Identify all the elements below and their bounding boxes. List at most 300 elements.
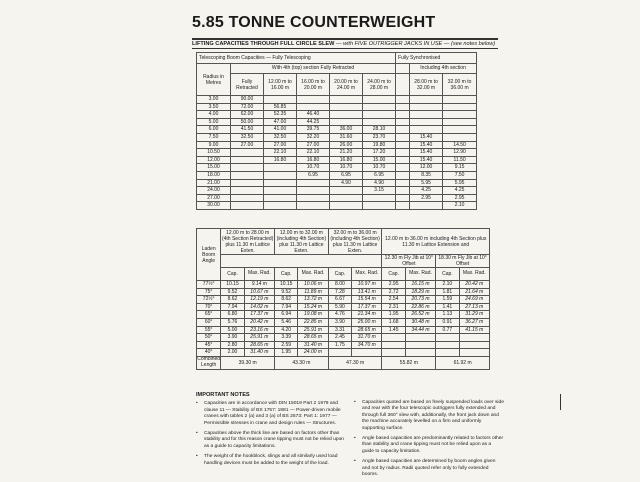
column-header [396, 74, 410, 96]
table-row [197, 126, 477, 134]
capacity-cell: 16.80 [264, 156, 297, 164]
capacity-cell: 39.75 [297, 126, 330, 134]
column-header: 24.00 m to 28.00 m [363, 74, 396, 96]
radius-cell: 12.19 m [244, 296, 274, 304]
radius-cell: 22.86 m [405, 303, 435, 311]
capacity-cell: 9.15 [443, 164, 477, 172]
max-rad-header: Max. Rad. [352, 268, 382, 281]
cap-header: Cap. [328, 268, 351, 281]
capacity-cell [264, 187, 297, 195]
radius-cell: 26.52 m [405, 311, 435, 319]
bullet-icon: • [196, 454, 198, 460]
lifting-section-rule [192, 48, 498, 49]
capacity-cell [264, 164, 297, 172]
table-row [197, 296, 490, 304]
boom-angle-cell: 40° [197, 349, 221, 357]
capacity-cell: 1.95 [382, 311, 405, 319]
capacity-cell: 72.00 [231, 103, 264, 111]
capacity-cell [410, 202, 443, 210]
capacity-cell: 10.15 [221, 281, 244, 289]
synchronised-header: Fully Synchronised [396, 53, 477, 64]
capacity-cell: 2.00 [221, 349, 244, 357]
title-rule [192, 38, 498, 40]
radius-cell: 17.37 m [244, 311, 274, 319]
capacity-cell: 3.90 [221, 334, 244, 342]
capacity-cell: 2.80 [221, 341, 244, 349]
capacity-cell: 6.80 [221, 311, 244, 319]
capacity-cell: 7.50 [443, 171, 477, 179]
bullet-icon: • [196, 401, 198, 407]
capacity-cell: 15.40 [410, 133, 443, 141]
capacity-cell [410, 118, 443, 126]
capacity-cell [396, 111, 410, 119]
table-row [197, 118, 477, 126]
capacity-cell: 12.00 [410, 164, 443, 172]
capacity-cell: 3.39 [275, 334, 298, 342]
max-rad-header: Max. Rad. [244, 268, 274, 281]
capacity-cell: 62.00 [231, 111, 264, 119]
capacity-cell [410, 126, 443, 134]
capacity-cell: 4.90 [330, 179, 363, 187]
column-header: 28.00 m to 32.00 m [410, 74, 443, 96]
capacity-cell: 31.60 [330, 133, 363, 141]
capacity-cell: 36.00 [330, 126, 363, 134]
capacity-cell: 50.00 [231, 118, 264, 126]
capacity-cell [436, 334, 459, 342]
radius-cell [352, 349, 382, 357]
capacity-cell: 1.41 [436, 303, 459, 311]
capacity-cell [396, 194, 410, 202]
table-row [197, 156, 477, 164]
capacity-cell [264, 202, 297, 210]
combined-length-cell: 55.82 m [382, 356, 436, 369]
notes-right [354, 400, 504, 482]
capacity-cell [396, 179, 410, 187]
radius-cell: 11.89 m [298, 288, 328, 296]
capacity-cell [436, 341, 459, 349]
capacity-cell [396, 133, 410, 141]
boom-angle-cell: 75° [197, 288, 221, 296]
capacity-cell [396, 118, 410, 126]
capacity-cell: 15.40 [410, 149, 443, 157]
radius-cell: 25.00 m [352, 318, 382, 326]
radius-cell: 28.65 m [298, 334, 328, 342]
capacity-cell [382, 334, 405, 342]
combined-length-row [197, 356, 490, 369]
combined-length-cell: 43.30 m [275, 356, 329, 369]
capacity-cell: 1.45 [382, 326, 405, 334]
radius-cell: 20.42 m [459, 281, 489, 289]
bullet-icon: • [354, 436, 356, 442]
capacity-cell: 2.95 [382, 281, 405, 289]
capacity-cell [264, 96, 297, 104]
capacity-cell [297, 179, 330, 187]
radius-cell: 16.15 m [405, 281, 435, 289]
radius-cell: 9.14 m [244, 281, 274, 289]
capacity-cell: 3.15 [363, 187, 396, 195]
capacity-cell: 52.35 [264, 111, 297, 119]
capacity-cell: 5.95 [410, 179, 443, 187]
table-row [197, 149, 477, 157]
capacity-cell: 19.80 [363, 141, 396, 149]
capacity-cell: 3.31 [328, 326, 351, 334]
note-item: • The weight of the hookblock, slings and all similarly used load handling devices must be added to the weight of the load. [196, 454, 338, 466]
capacity-cell [330, 96, 363, 104]
capacity-cell [443, 133, 477, 141]
table-row [197, 202, 477, 210]
capacity-cell: 23.70 [363, 133, 396, 141]
capacity-cell [396, 126, 410, 134]
lifting-capacity-table [196, 52, 477, 210]
capacity-cell [328, 349, 351, 357]
capacity-cell [396, 187, 410, 195]
radius-cell: 30.00 [197, 202, 231, 210]
capacity-cell: 4.90 [363, 179, 396, 187]
capacity-cell [297, 194, 330, 202]
table-row [197, 334, 490, 342]
notes-left [196, 392, 348, 471]
capacity-cell: 10.70 [297, 164, 330, 172]
capacity-cell [297, 187, 330, 195]
radius-cell: 28.65 m [244, 341, 274, 349]
capacity-cell [363, 194, 396, 202]
capacity-cell: 22.10 [264, 149, 297, 157]
capacity-cell: 6.95 [330, 171, 363, 179]
table-row [197, 187, 477, 195]
radius-cell [459, 349, 489, 357]
radius-cell: 13.72 m [298, 296, 328, 304]
capacity-cell [443, 111, 477, 119]
column-header: 32.00 m to 36.00 m [443, 74, 477, 96]
capacity-cell: 1.59 [436, 296, 459, 304]
capacity-cell: 7.28 [328, 288, 351, 296]
capacity-cell: 0.91 [436, 318, 459, 326]
table-row [197, 179, 477, 187]
capacity-cell: 1.75 [328, 341, 351, 349]
combined-length-label: Combined Length [197, 356, 221, 368]
bullet-icon: • [196, 431, 198, 437]
capacity-cell: 8.00 [328, 281, 351, 289]
capacity-cell [231, 187, 264, 195]
capacity-cell: 6.95 [297, 171, 330, 179]
capacity-cell [443, 118, 477, 126]
capacity-cell: 41.00 [264, 126, 297, 134]
table-row [197, 349, 490, 357]
capacity-cell [264, 179, 297, 187]
capacity-cell: 7.94 [275, 303, 298, 311]
radius-cell: 15.00 [197, 164, 231, 172]
capacity-cell [264, 194, 297, 202]
radius-cell: 24.69 m [459, 296, 489, 304]
radius-cell: 30.48 m [405, 318, 435, 326]
table-row [197, 133, 477, 141]
radius-cell: 17.37 m [352, 303, 382, 311]
radius-cell: 31.70 m [352, 334, 382, 342]
capacity-cell [231, 156, 264, 164]
capacity-cell [396, 202, 410, 210]
radius-cell: 36.27 m [459, 318, 489, 326]
cap-header: Cap. [436, 268, 459, 281]
capacity-cell [396, 96, 410, 104]
note-item: • Capacities are in accordance with DIN 15019 Part 2 1979 and clause 11 — Stability of BS 1757: 1981 — Power-driven mobile cranes with tables 2 (a) and 3 (a) of BS 2573: Part 1: 1977 — Permissible stresses in crane and design rules — Structures. [196, 401, 341, 426]
capacity-cell: 8.35 [410, 171, 443, 179]
radius-cell: 12.00 [197, 156, 231, 164]
capacity-cell: 1.81 [436, 288, 459, 296]
radius-cell: 10.67 m [244, 288, 274, 296]
radius-cell: 19.08 m [298, 311, 328, 319]
capacity-cell: 6.95 [363, 171, 396, 179]
radius-cell: 21.34 m [352, 311, 382, 319]
radius-cell: 10.97 m [352, 281, 382, 289]
capacity-cell: 2.10 [436, 281, 459, 289]
table-row [197, 281, 490, 289]
radius-cell: 13.41 m [352, 288, 382, 296]
capacity-cell [410, 103, 443, 111]
column-header: 16.00 m to 20.00 m [297, 74, 330, 96]
radius-cell: 25.91 m [244, 334, 274, 342]
column-header: 20.00 m to 24.00 m [330, 74, 363, 96]
capacity-cell [382, 341, 405, 349]
radius-cell [405, 349, 435, 357]
table-row [197, 164, 477, 172]
radius-cell [459, 341, 489, 349]
capacity-cell: 7.94 [221, 303, 244, 311]
radius-cell: 6.00 [197, 126, 231, 134]
radius-cell: 4.00 [197, 111, 231, 119]
lifting-section-title: LIFTING CAPACITIES THROUGH FULL CIRCLE SLEW — with FIVE OUTRIGGER JACKS IN USE — (see notes below) [192, 41, 496, 47]
capacity-cell: 1.95 [275, 349, 298, 357]
radius-cell: 27.13 m [459, 303, 489, 311]
capacity-cell [396, 164, 410, 172]
bullet-icon: • [354, 400, 356, 405]
capacity-cell: 16.80 [297, 156, 330, 164]
fly-jib-18-header: 18.30 m Fly Jib at 10° Offset [436, 255, 490, 268]
capacity-cell [443, 126, 477, 134]
radius-cell: 15.54 m [352, 296, 382, 304]
capacity-cell [410, 111, 443, 119]
capacity-cell: 14.50 [443, 141, 477, 149]
capacity-cell: 11.50 [443, 156, 477, 164]
group-header-3: 32.00 m to 36.00 m (including 4th Section) plus 11.30 m Lattice Exten. [328, 229, 382, 255]
capacity-cell: 47.00 [264, 118, 297, 126]
radius-cell: 5.00 [197, 118, 231, 126]
radius-cell: 18.29 m [405, 288, 435, 296]
capacity-cell: 26.00 [330, 141, 363, 149]
capacity-cell [297, 103, 330, 111]
capacity-cell: 10.70 [330, 164, 363, 172]
boom-angle-cell: 65° [197, 311, 221, 319]
table-row [197, 103, 477, 111]
capacity-cell [382, 349, 405, 357]
table-row [197, 194, 477, 202]
laden-boom-angle-header: Laden Boom Angle [197, 229, 221, 281]
boom-angle-cell: 72½° [197, 296, 221, 304]
capacity-cell: 4.25 [410, 187, 443, 195]
page-edge-mark [560, 394, 561, 410]
table-row [197, 141, 477, 149]
table-row [197, 288, 490, 296]
capacity-cell [231, 194, 264, 202]
group-header-2: 12.00 m to 32.00 m (including 4th Section) plus 11.30 m Lattice Exten. [275, 229, 329, 255]
capacity-cell [231, 171, 264, 179]
capacity-cell [264, 171, 297, 179]
radius-cell [405, 341, 435, 349]
radius-cell: 31.40 m [298, 341, 328, 349]
radius-cell: 14.02 m [244, 303, 274, 311]
capacity-cell [396, 141, 410, 149]
capacity-cell: 12.90 [443, 149, 477, 157]
group-header-1: 12.00 m to 28.00 m (4th Section Retracted) plus 11.30 m Lattice Exten. [221, 229, 274, 254]
cap-header: Cap. [275, 268, 298, 281]
capacity-cell [363, 202, 396, 210]
capacity-cell: 2.72 [382, 288, 405, 296]
capacity-cell [330, 202, 363, 210]
capacity-cell [363, 118, 396, 126]
capacity-cell [396, 149, 410, 157]
capacity-cell [396, 103, 410, 111]
capacity-cell: 0.77 [436, 326, 459, 334]
capacity-cell [231, 202, 264, 210]
radius-header: Radius in Metres [197, 64, 231, 96]
capacity-cell [297, 202, 330, 210]
boom-angle-cell: 60° [197, 318, 221, 326]
table-row [197, 326, 490, 334]
capacity-cell [396, 171, 410, 179]
capacity-cell: 5.46 [275, 318, 298, 326]
radius-cell: 24.00 [197, 187, 231, 195]
capacity-cell: 6.67 [328, 296, 351, 304]
capacity-cell: 15.40 [410, 156, 443, 164]
boom-angle-cell: 55° [197, 326, 221, 334]
table-row [197, 318, 490, 326]
notes-heading: IMPORTANT NOTES [196, 392, 250, 398]
bullet-icon: • [354, 459, 356, 465]
radius-cell: 31.29 m [459, 311, 489, 319]
capacity-cell [330, 111, 363, 119]
capacity-cell [396, 156, 410, 164]
capacity-cell: 21.20 [330, 149, 363, 157]
capacity-cell: 32.50 [231, 133, 264, 141]
capacity-cell: 16.80 [330, 156, 363, 164]
radius-cell: 28.65 m [352, 326, 382, 334]
radius-cell: 25.91 m [298, 326, 328, 334]
capacity-cell: 2.45 [328, 334, 351, 342]
capacity-cell [436, 349, 459, 357]
telescoping-header: Telescoping Boom Capacities — Fully Telescoping [197, 53, 396, 64]
radius-cell: 23.16 m [244, 326, 274, 334]
cap-header: Cap. [382, 268, 405, 281]
radius-cell: 34.70 m [352, 341, 382, 349]
capacity-cell: 2.31 [382, 303, 405, 311]
capacity-cell [363, 96, 396, 104]
capacity-cell [443, 96, 477, 104]
capacity-cell: 9.52 [275, 288, 298, 296]
capacity-cell [443, 103, 477, 111]
capacity-cell [330, 118, 363, 126]
capacity-cell: 5.00 [221, 326, 244, 334]
capacity-cell: 10.15 [275, 281, 298, 289]
capacity-cell: 15.40 [410, 141, 443, 149]
capacity-cell [330, 187, 363, 195]
radius-cell: 3.50 [197, 103, 231, 111]
combined-length-cell: 39.30 m [221, 356, 275, 369]
radius-cell [459, 334, 489, 342]
boom-angle-cell: 45° [197, 341, 221, 349]
radius-cell: 10.06 m [298, 281, 328, 289]
capacity-cell: 9.52 [221, 288, 244, 296]
combined-length-cell: 61.92 m [436, 356, 490, 369]
max-rad-header: Max. Rad. [405, 268, 435, 281]
table-row [197, 96, 477, 104]
capacity-cell: 4.25 [443, 187, 477, 195]
radius-cell: 10.50 [197, 149, 231, 157]
radius-cell: 20.73 m [405, 296, 435, 304]
capacity-cell: 5.95 [443, 179, 477, 187]
radius-cell: 15.24 m [298, 303, 328, 311]
capacity-cell: 17.20 [363, 149, 396, 157]
capacity-cell: 6.94 [275, 311, 298, 319]
capacity-cell [231, 164, 264, 172]
capacity-cell: 8.62 [275, 296, 298, 304]
radius-cell: 9.00 [197, 141, 231, 149]
capacity-cell: 46.40 [297, 111, 330, 119]
boom-angle-cell: 50° [197, 334, 221, 342]
capacity-cell: 28.10 [363, 126, 396, 134]
max-rad-header: Max. Rad. [459, 268, 489, 281]
capacity-cell: 1.68 [382, 318, 405, 326]
capacity-cell: 2.54 [382, 296, 405, 304]
note-item: • Capacities above the thick line are based on factors other than stability and for this reason crane tipping must not be relied upon as a guide to capacity limitations. [196, 431, 345, 449]
radius-cell: 7.50 [197, 133, 231, 141]
table-row [197, 171, 477, 179]
capacity-cell: 27.00 [297, 141, 330, 149]
boom-angle-cell: 70° [197, 303, 221, 311]
capacity-cell [363, 111, 396, 119]
radius-cell: 18.00 [197, 171, 231, 179]
capacity-cell: 44.25 [297, 118, 330, 126]
capacity-cell: 27.00 [231, 141, 264, 149]
table-row [197, 341, 490, 349]
radius-cell: 41.15 m [459, 326, 489, 334]
table-row [197, 111, 477, 119]
capacity-cell: 2.10 [443, 202, 477, 210]
radius-cell: 24.00 m [298, 349, 328, 357]
capacity-cell: 27.00 [264, 141, 297, 149]
capacity-cell: 1.13 [436, 311, 459, 319]
radius-cell: 34.44 m [405, 326, 435, 334]
capacity-cell: 2.59 [275, 341, 298, 349]
column-header: Fully Retracted [231, 74, 264, 96]
radius-cell: 21.64 m [459, 288, 489, 296]
capacity-cell [410, 96, 443, 104]
capacity-cell: 22.10 [297, 149, 330, 157]
radius-cell: 27.00 [197, 194, 231, 202]
radius-cell: 22.85 m [298, 318, 328, 326]
retracted-header: With 4th (top) section Fully Retracted [231, 64, 396, 74]
note-item: • Angle based capacities are determined by boom angles given and not by radius. Radii quoted refer only to fully extended booms. [354, 459, 496, 478]
capacity-cell: 56.85 [264, 103, 297, 111]
capacity-cell: 3.90 [328, 318, 351, 326]
radius-cell [405, 334, 435, 342]
fly-jib-12-header: 12.30 m Fly Jib at 10° Offset [382, 255, 436, 268]
capacity-cell: 8.62 [221, 296, 244, 304]
capacity-cell: 90.00 [231, 96, 264, 104]
radius-cell: 20.42 m [244, 318, 274, 326]
table-row [197, 303, 490, 311]
group-header-4: 12.00 m to 36.00 m including 4th Section plus 11.30 m Lattice Extension and [382, 229, 490, 255]
capacity-cell [231, 149, 264, 157]
capacity-cell: 2.95 [410, 194, 443, 202]
